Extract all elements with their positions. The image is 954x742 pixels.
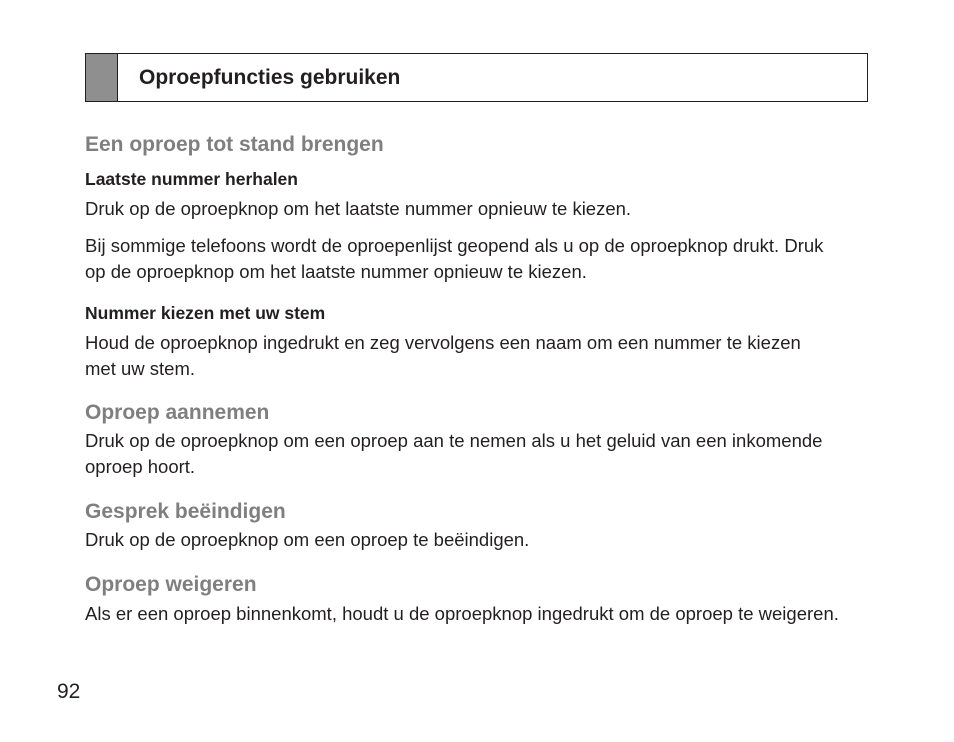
paragraph-redial-1: Druk op de oproepknop om het laatste nummer opnieuw te kiezen.: [85, 198, 632, 220]
section-heading-answer: Oproep aannemen: [85, 400, 270, 424]
chapter-tab-marker: [86, 54, 118, 101]
paragraph-reject: Als er een oproep binnenkomt, houdt u de oproepknop ingedrukt om de oproep te weigeren.: [85, 602, 839, 624]
paragraph-voice-dial: Houd de oproepknop ingedrukt en zeg vervolgens een naam om een nummer te kiezen met uw stem.: [85, 331, 801, 379]
chapter-title: Oproepfuncties gebruiken: [139, 65, 401, 89]
paragraph-redial-2: Bij sommige telefoons wordt de oproepenlijst geopend als u op de oproepknop drukt. Druk op de oproepknop om het laatste nummer opnieuw te kiezen.: [85, 235, 824, 283]
section-heading-end-call: Gesprek beëindigen: [85, 500, 286, 524]
page-content: [85, 128, 865, 627]
paragraph-answer: Druk op de oproepknop om een oproep aan te nemen als u het geluid van een inkomende oproep hoort.: [85, 430, 823, 478]
chapter-header: [85, 53, 868, 102]
section-heading-reject: Oproep weigeren: [85, 573, 257, 597]
page-number: 92: [57, 680, 81, 703]
subheading-voice-dial: Nummer kiezen met uw stem: [85, 303, 326, 324]
subheading-redial: Laatste nummer herhalen: [85, 169, 298, 190]
paragraph-end-call: Druk op de oproepknop om een oproep te beëindigen.: [85, 529, 530, 551]
section-heading-make-call: Een oproep tot stand brengen: [85, 133, 384, 156]
